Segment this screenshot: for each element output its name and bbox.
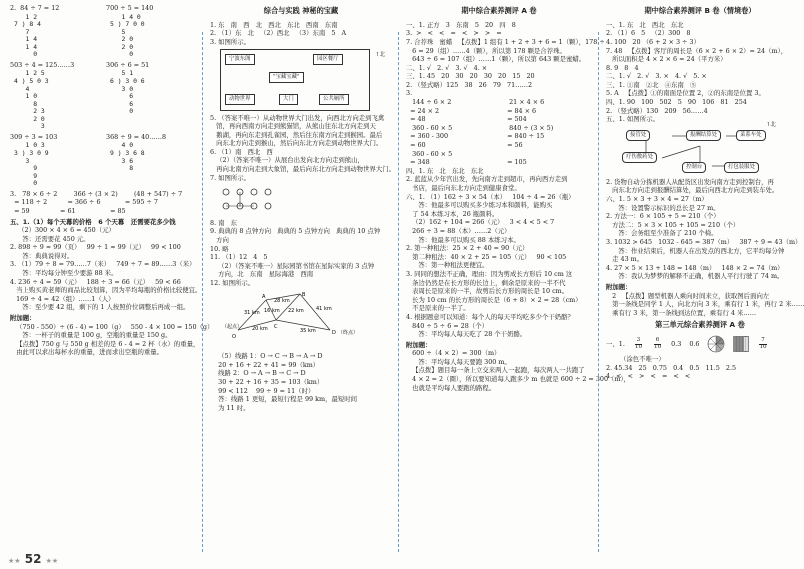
- flow-node: 接管处: [626, 130, 650, 141]
- decimal: 0.6: [689, 339, 700, 348]
- diagram-label: 28 km: [274, 297, 290, 304]
- q3-block: 3. 78 × 6 ÷ 2 366 ÷ (3 × 2) (48 + 547) ÷ 7 = 118 ÷ 2 = 366 ÷ 6 = 595 ÷ 7 = 59 = 61 = 85: [10, 189, 183, 215]
- map-label: 宁波东阁: [225, 54, 255, 65]
- long-division-2: 1 4 0 5 ) 7 0 0 5 2 0 2 0 0: [110, 12, 145, 59]
- lines-c: 8. 南 东 9. 典典的 8 点钟方向 典典的 5 点钟方向 典典的 10 点钟 方向 10. 略 11. （1）12 4 5 （2）（答案不唯一）星际园第书馆在星际实家的 3 点钟 方向，北 东南 星际海港 西南 12. 如图所示。: [210, 218, 381, 288]
- lines-a: 1. 东 南 西 北 西北 东北 西南 东南 2. （1）东 北 （2）西北 （3）东南 5 A 3. 如图所示。: [210, 20, 347, 46]
- diagram-label: A: [262, 293, 266, 300]
- flow-map: [616, 121, 794, 176]
- fraction-row: 一、1. $\frac{3}{10}$ $\frac{6}{10}$ 0.3 0.6 $\frac{7}{10}$: [606, 335, 794, 353]
- section-title: 期中综合素养测评 A 卷: [461, 6, 537, 15]
- clock-dots-figure: [218, 184, 392, 217]
- long-division-3: 1 2 5 4 ) 5 0 3 4 1 0 8 2 3 2 0 3: [14, 69, 49, 131]
- north-arrow-icon: ↑北: [375, 51, 385, 58]
- equation: 368 ÷ 9 = 40……8: [106, 132, 167, 141]
- section-5-title: 五、1.（1）每个天幕的价格 6 个天幕 还需要花多少钱: [10, 217, 176, 226]
- lines-b: 5. （答案不唯一）从动物世界大门出发，向西北方向走到飞禽 馆，再向西南方向走到熊猫馆，从熊山往东北方向走到天 鹅湖，再向东走到孔雀园，然后往东南方向走到猴园。最后 向东北方向走到猴山，然后向东北方向走到动物世界大门。 6. （1）南 西北 西 （2）（答案不唯一）从展台出发向北方向走到熊山， 再向北南方向走到大象馆，最后向东北方向走到动物世界大门。 7. 如图所示。: [210, 113, 396, 182]
- lines-b: 2. 货物自动分拣机器人从配货区出发向南方走到控制台，再 向东北方向走到报酬结算处，最后向西北方向走到装车处。 六、1. 5 × 3 + 3 × 4 = 27（m） 答：设置警示标识的总长是 27 m。 2. 方法一：6 × 105 + 5 = 210（个） 方法二：5 × 3 × 105 + 105 = 210（个） 答：会务组至少准备了 210 个椅。 3. 1032 > 645 1032 - 645 = 387（m） 387 ÷ 9 = 43（m） 答：作业结束后，机器人在出发点的西北方，它平均每分钟 走 43 m。 4. 27 × 5 × 13 + 148 = 148（m） 148 × 2 = 74（m） 答：我认为梦梦的解释不正确，机器人平行行驶了 74 m。 附加题： 2 【点拨】题型机器人乘向时间来立，获取图后面向左 第一条线是同学 1 人，向北方向 3 米，乘有行 1 米，再行 2 米…… 乘有行 3 米，第一条线到达位置，乘有行 4 米……: [606, 177, 804, 317]
- column-divider: [398, 32, 399, 552]
- section-title: 综合与实践 神秘的宝藏: [263, 6, 339, 15]
- flow-node: 菜系车处: [736, 130, 766, 141]
- star-icon: ★★: [45, 556, 59, 565]
- north-arrow-icon: ↑北: [766, 121, 776, 128]
- column-2: [204, 0, 396, 569]
- lines-d: （5）线路 1：O → C → B → A → D 20 + 16 + 22 + 41 = 99（km） 线路 2：O → A → B → C → D 30 + 22 + 16 + 35 = 103（km） 99 < 112 99 ÷ 9 = 11（时） 答：线路 1 更短，最短行程是 99 km，最短时间 为 11 时。: [210, 352, 358, 412]
- flow-node: 控制台: [682, 162, 706, 173]
- diagram-label: 35 km: [300, 327, 316, 334]
- map-label: 园区餐厅: [313, 54, 343, 65]
- extra-title: 附加题：: [10, 314, 36, 323]
- decimal: 0.3: [671, 339, 682, 348]
- diagram-label: 22 km: [288, 307, 304, 314]
- diagram-label: （起点）: [222, 323, 243, 330]
- diagram-label: 20 km: [252, 325, 268, 332]
- equation: 309 ÷ 3 = 103: [10, 132, 58, 141]
- map-label: 动物世界: [225, 94, 255, 105]
- section-title: 期中综合素养测评 B 卷（情境卷）: [644, 6, 756, 15]
- long-division-5: 1 0 3 3 ) 3 0 9 3 9 9 0: [14, 141, 49, 188]
- equation: 700 ÷ 5 = 140: [106, 4, 154, 12]
- map-label: 大门: [279, 94, 298, 105]
- calc-block: 144 ÷ 6 × 2 = 24 × 2 = 48 360 - 60 × 5 = 360 - 300 = 60 360 - 60 × 5 = 348 21 × 4 × 6 = 84 × 6 = 504 840 ÷ (3 × 5) = 840 ÷ 15 = 56 = 105: [406, 98, 554, 167]
- map-label: "宝藏宝藏": [269, 72, 304, 83]
- route-diagram: [218, 290, 392, 351]
- column-divider: [598, 32, 599, 552]
- diagram-label: 41 km: [316, 305, 332, 312]
- column-4: [600, 0, 804, 569]
- zoo-map: [220, 49, 385, 111]
- equation: 306 ÷ 6 = 51: [106, 60, 150, 69]
- diagram-label: 16 km: [264, 307, 280, 314]
- shaded-circle-icon: [707, 335, 725, 353]
- lines-c: 2. 45.34 25 0.75 0.4 0.5 11.5 2.5 4. < < > < = < <: [606, 363, 737, 381]
- flow-node: 报酬结算处: [686, 130, 721, 141]
- column-divider: [202, 32, 203, 552]
- shaded-grid-icon: [733, 336, 749, 352]
- fraction: $\frac{7}{10}$: [759, 336, 767, 350]
- flow-node: 疗伤敷药处: [622, 152, 657, 163]
- shade-note: （涂色不唯一）: [620, 355, 665, 364]
- extra-lines: （750 - 550）÷ (6 - 4) = 100（g） 550 - 4 × 100 = 150（g） 答：一杯子的重量是 100 g，空瓶的重量是 150 g。 【点拨】750 g 与 550 g 相差的是 6 - 4 = 2 杯（水）的重量， 由此可以求出每杯水的重量，进而求出空瓶的重量。: [10, 322, 214, 357]
- map-label: 公共厕所: [319, 94, 349, 105]
- long-division-1: 1 2 7 ) 8 4 7 1 4 1 4 0: [14, 12, 41, 59]
- compass-dots-icon: [218, 184, 278, 214]
- star-icon: ★★: [8, 556, 21, 565]
- q2-row2: [10, 61, 194, 133]
- lines-b: 四、1. 东 北 东北 东北 2. 蓝蓝从少年宫出发，先向南方走到超市，再向西方走到 书店，最后向东北方向走到健康食堂。 六、1. （1）162 ÷ 3 × 54（本） 104 ÷ 4 = 26（瓶） 答：他最多可以购买多少练习本和颜料，能购买 了 54 本练习本，26 瓶颜料。 （2）162 + 104 = 266（元） 3 < 4 < 5 < 7 266 ÷ 3 = 88（本）……2（元） 答：他最多可以购买 88 本练习本。 2. 第一种租法：25 × 2 + 40 = 90（元） 第二种租法：40 × 2 + 25 = 105（元） 90 < 105 答：第一种租法更便宜。 3. 同同的想法不正确，理由：因为剪成长方形后 10 cm 这 条边仍然是在长方形的长边上，剩余是原来的一半不代 表周长是原来的一半，故剪后长方形的周长是 10 cm。 长为 10 cm 的长方形的周长是（6 + 8）× 2 = 28（cm） 不是原来的一半了。 4. 根据题意可以知道：每个人的每天平均吃多少个干奶酪？ 840 ÷ 5 ÷ 6 = 28（个） 答：平均每人每天吃了 28 个干奶酪。 附加题： 600 ÷（4 × 2）= 300（m） 答：平均每人每天要跑 300 m。 【点拨】题目每一条上立交来两人一起跑，每次两人一共跑了 4 × 2 = 2（圈），所以要知道每人跑多少 m 也就是 600 ÷ 2 = 300（m）， 也就是平均每人要跑的路程。: [406, 166, 631, 392]
- column-1: [0, 0, 214, 569]
- page-number: ★★ 52 ★★: [8, 551, 59, 566]
- q2-row1: [10, 4, 194, 61]
- unit-title: 第三单元综合素养测评 A 卷: [655, 320, 745, 330]
- column-3: [400, 0, 631, 569]
- long-division-4: 5 1 6 ) 3 0 6 3 0 6 6 0: [110, 69, 145, 116]
- q2-row3: [10, 133, 194, 190]
- diagram-label: B: [302, 291, 306, 298]
- section-5-lines: （2）300 × 4 × 6 = 450（元） 答：还需要花 450 元。 2. 898 ÷ 9 ≈ 99（页） 99 ÷ 1 ≈ 99（元） 99 < 100 答：典典说得对。 3. （1）79 ÷ 8 = 79……7（米） 749 ÷ 7 = 89……3（米） 答：平均每分钟至少要游 88 米。 4. 236 ÷ 4 = 59（元） 188 ÷ 3 = 66（元） 59 < 66 当上购买黄老师的商品比较划算，因为平均每瓶的价格比较便宜。 169 ÷ 4 = 42（组）……1（人） 答：至少要 42 组，剩下的 1 人按照价位调整后再成一组。: [10, 226, 202, 312]
- long-division-6: 4 0 9 ) 3 6 8 3 6 8: [110, 141, 145, 173]
- equation: 503 ÷ 4 = 125……3: [10, 60, 75, 69]
- lines-a: 一、1. 东 北 西北 东北 2. （1）6 5 （2）300 8 4. 100 20 （6 + 2 × 3 ÷ 3） 7. 48 【点拨】客厅的周长是（6 × 2 + 6 × 2）= 24（m）， 所以面积是 4 × 2 × 6 = 24（平方米） 8. 9 8 4 二、1. √ 2. √ 3. × 4. √ 5. × 三、1. ①南 ②北 ④东南 ⑤ 5. A 【点拨】①的南面是位置 2，②的东南是位置 3。 四、1. 90 100 502 5 90 106 81 254 2. （竖式略）130 209 56……4 五、1. 如图所示。: [606, 20, 788, 124]
- lines-a: 一、1. 正方 3 东南 5 20 四 8 3. > < < = < > > = 7. 合荐珠 蜜蜡 【点拨】1 组有 1 + 2 + 3 + 6 = 1（颗），178 ÷ 6 = 29（组）……4（颗），所以第 178 颗是合荐珠。 643 ÷ 6 = 107（组）……1（颗），所以第 643 颗是蜜蜡。 二、1. √ 2. √ 3. √ 4. × 三、1. 45 20 30 20 30 20 15 20 2. （竖式略）125 38 26 79 71……2 3.: [406, 20, 605, 98]
- diagram-label: O: [232, 333, 236, 340]
- fraction: $\frac{6}{10}$: [654, 336, 662, 350]
- diagram-label: D: [332, 329, 336, 336]
- diagram-label: 31 km: [244, 309, 260, 316]
- flow-node: 打包装服处: [724, 162, 759, 173]
- equation: 2. 84 ÷ 7 = 12: [10, 4, 60, 12]
- diagram-label: C: [274, 323, 278, 330]
- fraction: $\frac{3}{10}$: [634, 336, 643, 350]
- diagram-label: （终点）: [338, 329, 359, 336]
